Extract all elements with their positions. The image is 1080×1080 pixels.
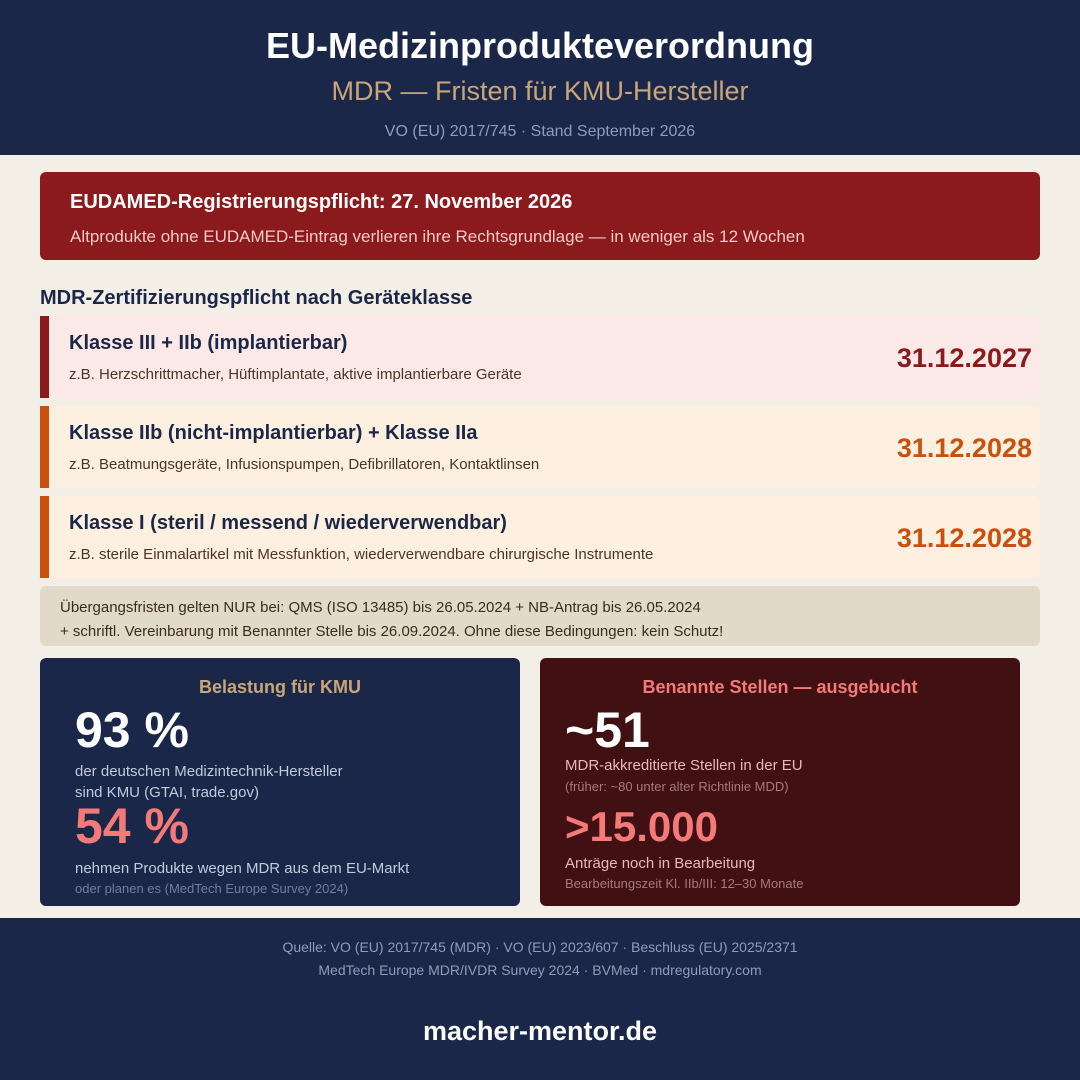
stat-54-percent: 54 % [75,798,189,854]
class-title: Klasse I (steril / messend / wiederverwendbar) [69,512,507,534]
class-deadline: 31.12.2028 [896,523,1032,553]
class-title: Klasse IIb (nicht-implantierbar) + Klasse IIa [69,422,478,444]
class-row-i [40,496,1040,578]
stat-text: nehmen Produkte wegen MDR aus dem EU-Markt [75,860,410,877]
transition-note [40,586,1040,646]
card-title: Benannte Stellen — ausgebucht [642,677,918,697]
class-description: z.B. Beatmungsgeräte, Infusionspumpen, Defibrillatoren, Kontaktlinsen [69,456,540,473]
stat-source: oder planen es (MedTech Europe Survey 2024) [75,881,349,896]
stat-source: Bearbeitungszeit Kl. IIb/III: 12–30 Monate [565,876,804,891]
class-deadline: 31.12.2027 [896,343,1032,373]
page-subtitle: MDR — Fristen für KMU-Hersteller [331,76,749,106]
page-title: EU-Medizinprodukteverordnung [266,25,814,66]
note-line-2: + schriftl. Vereinbarung mit Benannter Stelle bis 26.09.2024. Ohne diese Bedingungen: kein Schutz! [60,623,724,640]
stat-text-line-2: sind KMU (GTAI, trade.gov) [75,784,259,801]
class-row-accent-bar [40,496,49,578]
notified-bodies-card [540,658,1020,906]
stat-text-line-1: der deutschen Medizintechnik-Hersteller [75,763,343,780]
footer [0,918,1080,1080]
source-line-1: Quelle: VO (EU) 2017/745 (MDR) · VO (EU) 2023/607 · Beschluss (EU) 2025/2371 [282,939,798,955]
eudamed-alert-banner [40,172,1040,260]
class-row-iib-iia [40,406,1040,488]
alert-title: EUDAMED-Registrierungspflicht: 27. November 2026 [70,191,573,213]
class-title: Klasse III + IIb (implantierbar) [69,332,348,354]
class-row-accent-bar [40,316,49,398]
stat-text: MDR-akkreditierte Stellen in der EU [565,757,803,774]
alert-text: Altprodukte ohne EUDAMED-Eintrag verlieren ihre Rechtsgrundlage — in weniger als 12 Wochen [70,227,805,246]
kmu-burden-card [40,658,520,906]
stat-notified-bodies: ~51 [565,702,650,758]
section-title: MDR-Zertifizierungspflicht nach Geräteklasse [40,287,473,309]
stat-text: Anträge noch in Bearbeitung [565,855,756,872]
class-description: z.B. sterile Einmalartikel mit Messfunktion, wiederverwendbare chirurgische Instrumente [69,546,654,563]
header [0,0,1080,155]
page-meta: VO (EU) 2017/745 · Stand September 2026 [384,123,696,140]
class-row-iii [40,316,1040,398]
class-description: z.B. Herzschrittmacher, Hüftimplantate, aktive implantierbare Geräte [69,366,522,383]
stat-applications: >15.000 [565,803,718,850]
source-line-2: MedTech Europe MDR/IVDR Survey 2024 · BVMed · mdregulatory.com [318,962,762,978]
class-deadline: 31.12.2028 [896,433,1032,463]
stat-source: (früher: ~80 unter alter Richtlinie MDD) [565,779,789,794]
brand-link[interactable]: macher-mentor.de [422,1016,658,1046]
stat-93-percent: 93 % [75,702,189,758]
card-title: Belastung für KMU [199,677,361,697]
stat-text [75,761,343,803]
note-line-1: Übergangsfristen gelten NUR bei: QMS (ISO 13485) bis 26.05.2024 + NB-Antrag bis 26.05.2024 [60,599,701,616]
class-row-accent-bar [40,406,49,488]
